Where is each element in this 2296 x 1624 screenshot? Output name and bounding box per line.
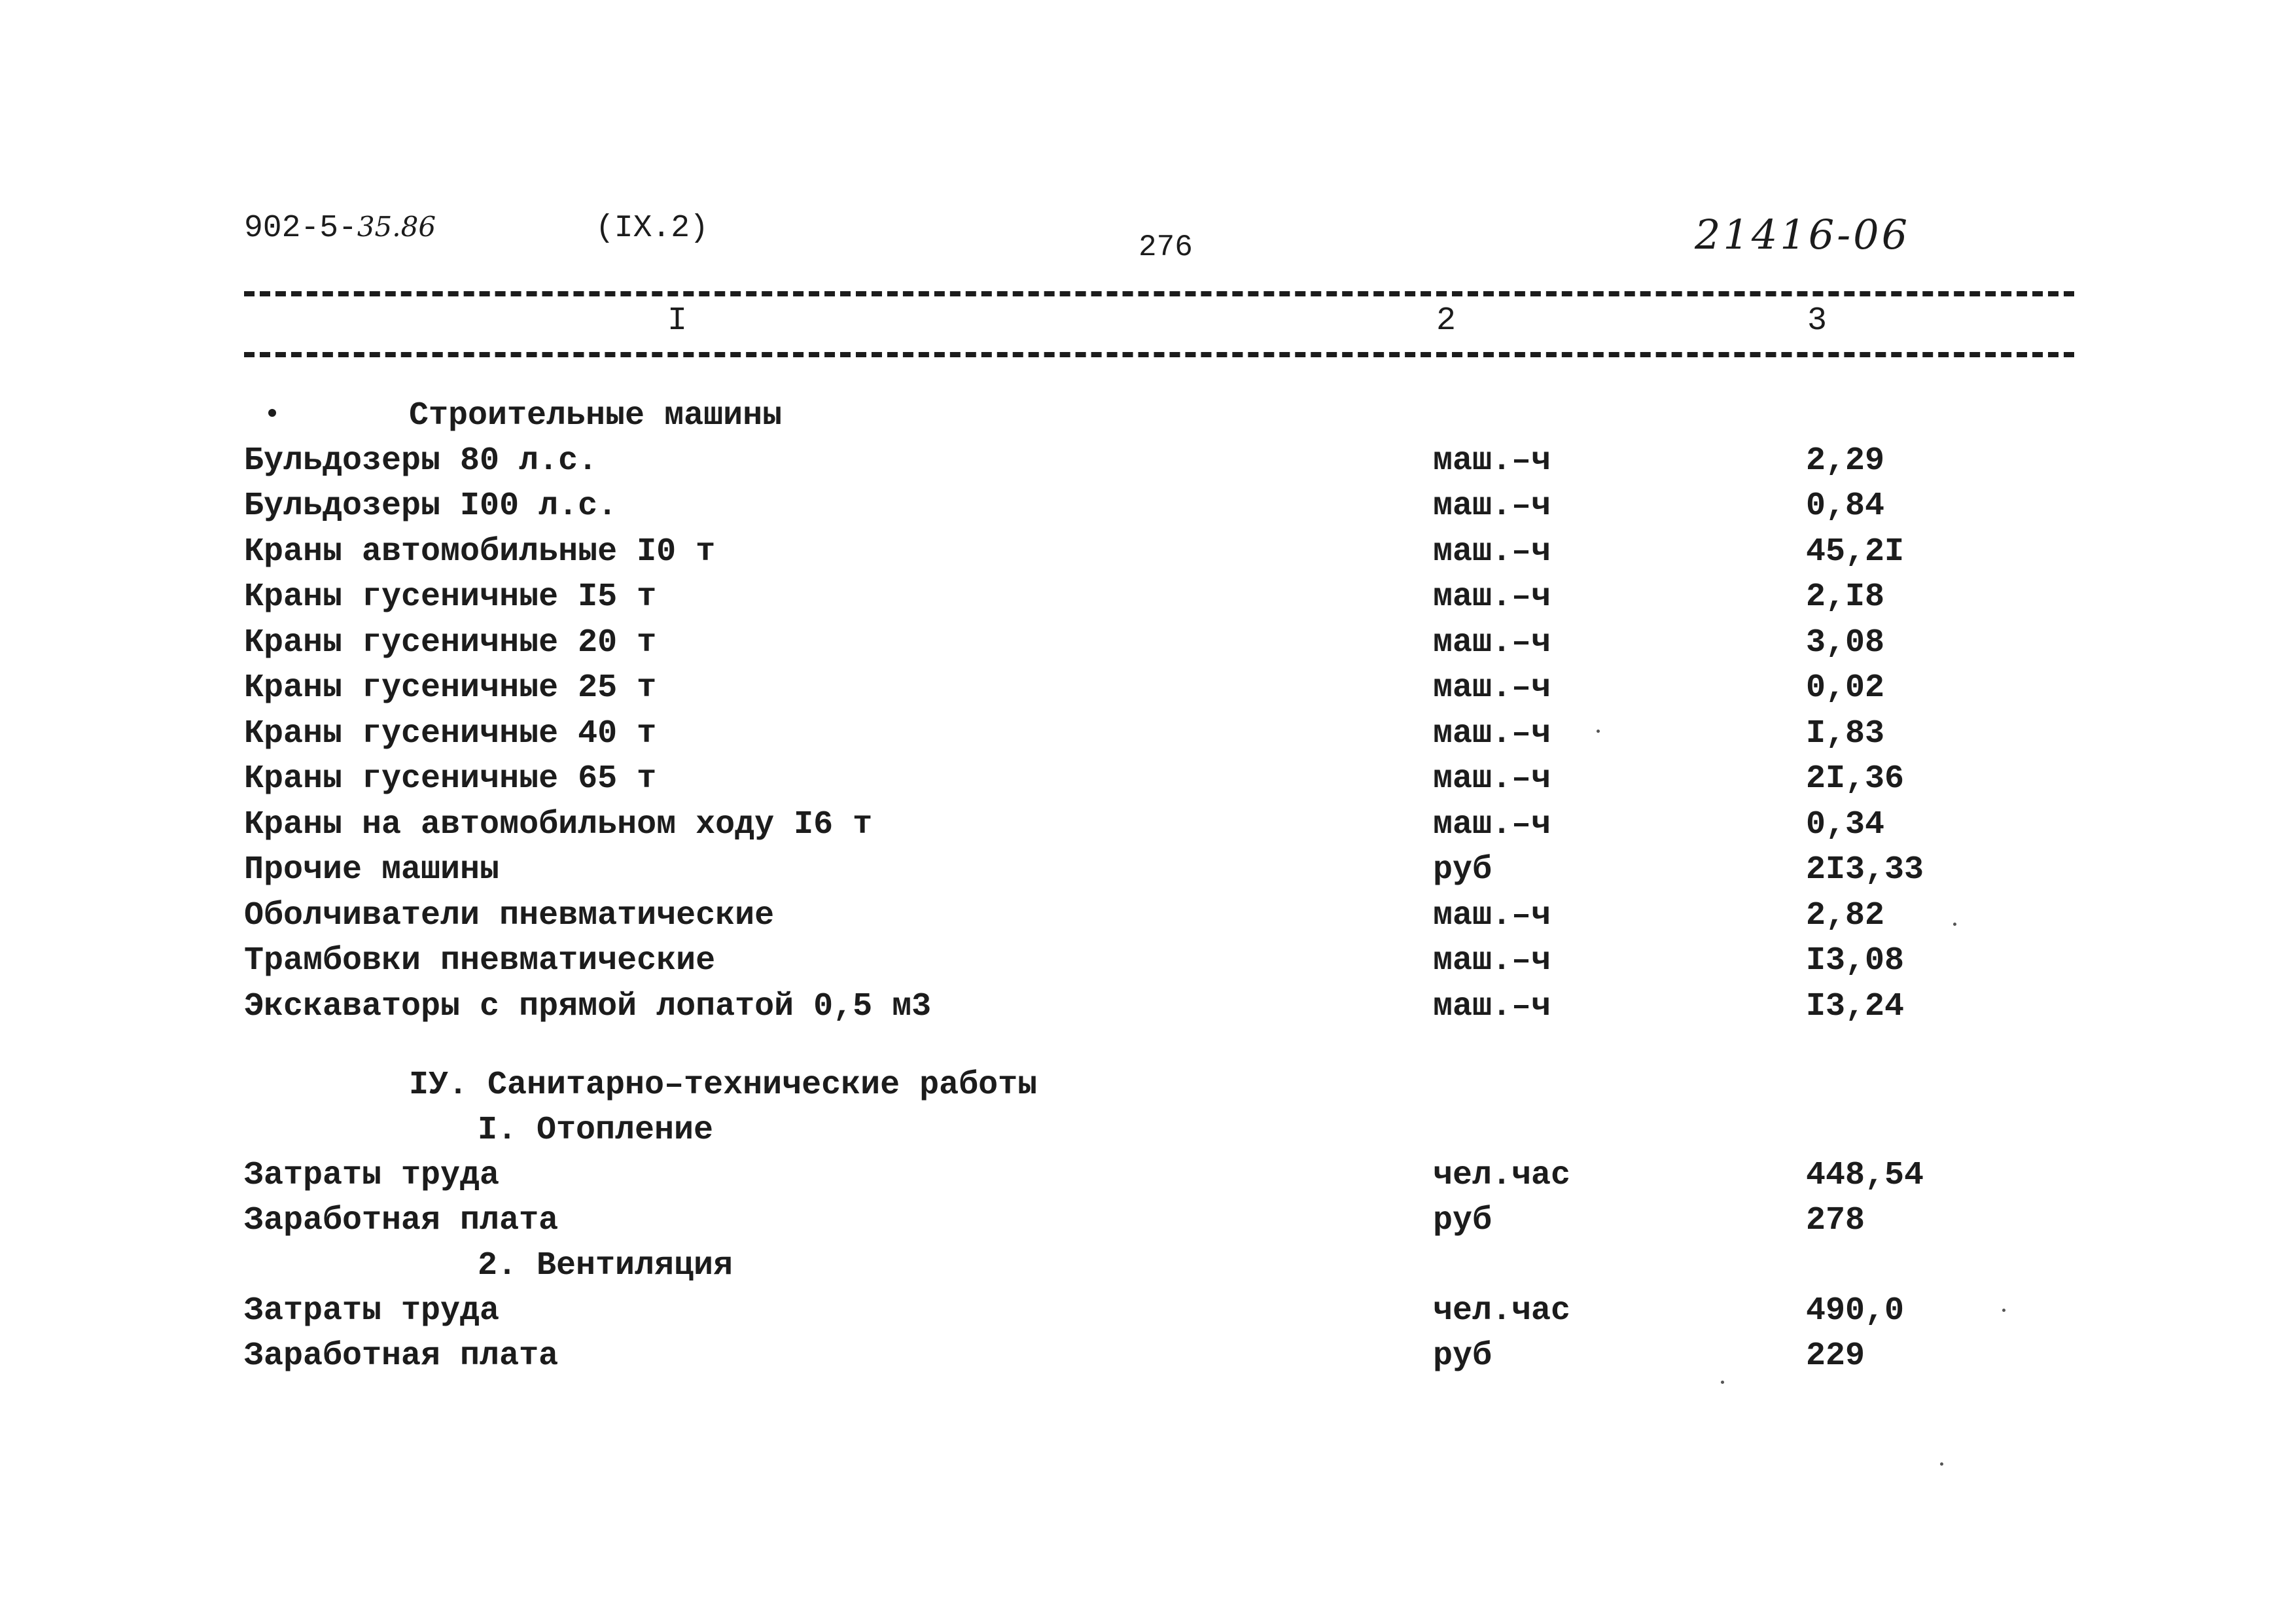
row-value: I3,24 [1806, 988, 1905, 1025]
page-number: 276 [1139, 230, 1193, 264]
dashed-rule-bottom [244, 352, 2074, 357]
table-row [0, 1292, 2296, 1338]
row-name: Бульдозеры I00 л.с. [244, 487, 618, 525]
row-value: 229 [1806, 1337, 1865, 1375]
table-row [0, 533, 2296, 579]
table-row [0, 806, 2296, 852]
table-row [0, 1202, 2296, 1248]
table-row [0, 487, 2296, 533]
row-value: 2,82 [1806, 897, 1885, 934]
row-value: 2,29 [1806, 442, 1885, 480]
archive-code: 21416-06 [1695, 211, 1911, 258]
table-row [0, 1337, 2296, 1383]
row-unit: маш.–ч [1433, 624, 1551, 662]
row-unit: чел.час [1433, 1157, 1571, 1194]
row-unit: маш.–ч [1433, 715, 1551, 752]
table-row [0, 942, 2296, 988]
column-header-3: 3 [1807, 302, 1828, 340]
row-value: 490,0 [1806, 1292, 1905, 1330]
row-value: 3,08 [1806, 624, 1885, 662]
row-unit: маш.–ч [1433, 760, 1551, 798]
bullet-mark [268, 409, 276, 417]
row-unit: маш.–ч [1433, 533, 1551, 571]
row-unit: маш.–ч [1433, 669, 1551, 707]
scan-speck [2002, 1309, 2005, 1312]
row-name: Затраты труда [244, 1157, 500, 1194]
row-unit: маш.–ч [1433, 897, 1551, 934]
scan-speck [1597, 730, 1600, 733]
row-name: Краны гусеничные 65 т [244, 760, 657, 798]
table-row [0, 669, 2296, 715]
row-unit: маш.–ч [1433, 578, 1551, 616]
row-value: 448,54 [1806, 1157, 1924, 1194]
row-name: Краны гусеничные I5 т [244, 578, 657, 616]
row-value: 2I3,33 [1806, 851, 1924, 889]
row-name: Оболчиватели пневматические [244, 897, 775, 934]
row-name: Заработная плата [244, 1202, 559, 1239]
row-unit: маш.–ч [1433, 942, 1551, 980]
doc-number-handwritten: 35.86 [357, 211, 436, 243]
row-unit: маш.–ч [1433, 806, 1551, 843]
scan-speck [1953, 923, 1956, 926]
subsection-title-heating: I. Отопление [478, 1112, 714, 1149]
doc-number [244, 211, 436, 246]
row-name: Краны гусеничные 20 т [244, 624, 657, 662]
row-unit: руб [1433, 851, 1492, 889]
row-name: Краны гусеничные 40 т [244, 715, 657, 752]
row-value: I,83 [1806, 715, 1885, 752]
row-name: Краны гусеничные 25 т [244, 669, 657, 707]
row-value: 2I,36 [1806, 760, 1905, 798]
row-name: Прочие машины [244, 851, 500, 889]
scan-speck [1721, 1381, 1724, 1384]
table-row [0, 442, 2296, 488]
row-value: 0,02 [1806, 669, 1885, 707]
row-name: Экскаваторы с прямой лопатой 0,5 м3 [244, 988, 932, 1025]
row-value: 2,I8 [1806, 578, 1885, 616]
row-name: Затраты труда [244, 1292, 500, 1330]
section-title-sanitary: IУ. Санитарно–технические работы [409, 1067, 1038, 1104]
row-name: Бульдозеры 80 л.с. [244, 442, 598, 480]
row-unit: руб [1433, 1202, 1492, 1239]
column-header-1: I [667, 302, 688, 340]
table-row [0, 760, 2296, 806]
row-value: I3,08 [1806, 942, 1905, 980]
table-row [0, 1157, 2296, 1203]
table-row [0, 624, 2296, 670]
row-value: 0,34 [1806, 806, 1885, 843]
row-name: Краны автомобильные I0 т [244, 533, 716, 571]
table-row [0, 851, 2296, 897]
table-row [0, 578, 2296, 624]
row-unit: маш.–ч [1433, 442, 1551, 480]
row-name: Заработная плата [244, 1337, 559, 1375]
subsection-title-ventilation: 2. Вентиляция [478, 1247, 733, 1284]
table-row [0, 715, 2296, 761]
section-code: (IX.2) [595, 211, 709, 246]
row-unit: маш.–ч [1433, 487, 1551, 525]
row-name: Трамбовки пневматические [244, 942, 716, 980]
row-unit: руб [1433, 1337, 1492, 1375]
row-unit: маш.–ч [1433, 988, 1551, 1025]
row-value: 0,84 [1806, 487, 1885, 525]
table-row [0, 897, 2296, 943]
row-unit: чел.час [1433, 1292, 1571, 1330]
table-row [0, 988, 2296, 1034]
doc-number-printed: 902-5- [244, 211, 357, 246]
row-name: Краны на автомобильном ходу I6 т [244, 806, 873, 843]
section-title-machines: Строительные машины [409, 397, 783, 434]
scan-speck [1940, 1462, 1943, 1466]
row-value: 45,2I [1806, 533, 1905, 571]
column-header-2: 2 [1436, 302, 1457, 340]
row-value: 278 [1806, 1202, 1865, 1239]
dashed-rule-top [244, 291, 2074, 296]
